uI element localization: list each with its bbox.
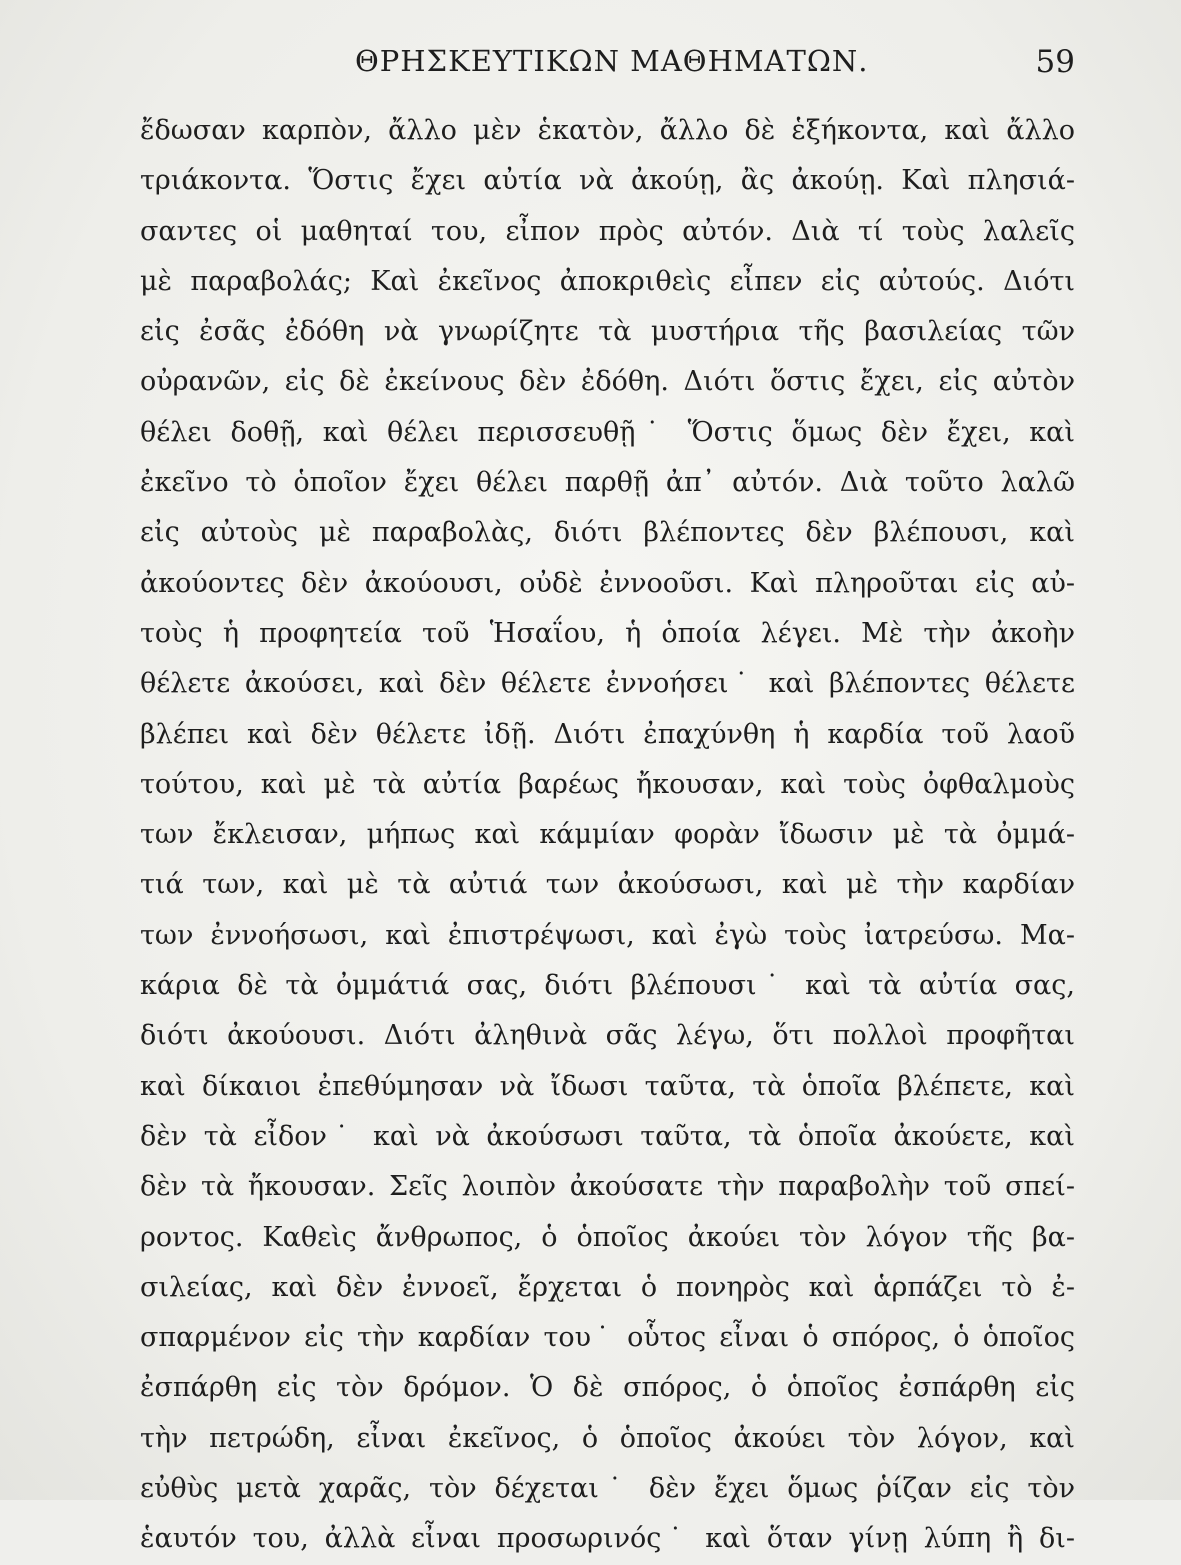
text-line: κάρια δὲ τὰ ὀμμάτιά σας, διότι βλέπουσι˙ καὶ τὰ αὐτία σας,	[140, 970, 1075, 1002]
text-line: σπαρμένον εἰς τὴν καρδίαν του˙ οὗτος εἶναι ὁ σπόρος, ὁ ὁποῖος	[140, 1322, 1075, 1354]
text-line: θέλετε ἀκούσει, καὶ δὲν θέλετε ἐννοήσει˙ καὶ βλέποντες θέλετε	[140, 668, 1075, 700]
text-line: εὐθὺς μετὰ χαρᾶς, τὸν δέχεται˙ δὲν ἔχει ὅμως ῥίζαν εἰς τὸν	[140, 1473, 1075, 1505]
text-line: μὲ παραβολάς; Καὶ ἐκεῖνος ἀποκριθεὶς εἶπεν εἰς αὐτούς. Διότι	[140, 265, 1075, 297]
text-line: δὲν τὰ ἤκουσαν. Σεῖς λοιπὸν ἀκούσατε τὴν παραβολὴν τοῦ σπεί-	[140, 1171, 1075, 1203]
text-line: οὐρανῶν, εἰς δὲ ἐκείνους δὲν ἐδόθη. Διότι ὅστις ἔχει, εἰς αὐτὸν	[140, 366, 1075, 398]
text-line: σαντες οἱ μαθηταί του, εἶπον πρὸς αὐτόν. Διὰ τί τοὺς λαλεῖς	[140, 215, 1075, 247]
text-line: τοὺς ἡ προφητεία τοῦ Ἡσαΐου, ἡ ὁποία λέγει. Μὲ τὴν ἀκοὴν	[140, 617, 1075, 649]
text-line: ἐκεῖνο τὸ ὁποῖον ἔχει θέλει παρθῇ ἀπ᾿ αὐτόν. Διὰ τοῦτο λαλῶ	[140, 467, 1075, 499]
text-line: ἀκούοντες δὲν ἀκούουσι, οὐδὲ ἐννοοῦσι. Καὶ πληροῦται εἰς αὐ-	[140, 567, 1075, 599]
text-line: εἰς ἐσᾶς ἐδόθη νὰ γνωρίζητε τὰ μυστήρια τῆς βασιλείας τῶν	[140, 316, 1075, 348]
text-line: σιλείας, καὶ δὲν ἐννοεῖ, ἔρχεται ὁ πονηρὸς καὶ ἁρπάζει τὸ ἐ-	[140, 1271, 1075, 1303]
text-line: δὲν τὰ εἶδον˙ καὶ νὰ ἀκούσωσι ταῦτα, τὰ ὁποῖα ἀκούετε, καὶ	[140, 1120, 1075, 1152]
body-text	[140, 106, 1075, 1565]
text-line: των ἔκλεισαν, μήπως καὶ κάμμίαν φορὰν ἴδωσιν μὲ τὰ ὀμμά-	[140, 819, 1075, 851]
text-line: ἔδωσαν καρπὸν, ἄλλο μὲν ἑκατὸν, ἄλλο δὲ ἑξήκοντα, καὶ ἄλλο	[140, 115, 1075, 146]
text-line: εἰς αὐτοὺς μὲ παραβολὰς, διότι βλέποντες δὲν βλέπουσι, καὶ	[140, 517, 1075, 549]
text-line: καὶ δίκαιοι ἐπεθύμησαν νὰ ἴδωσι ταῦτα, τὰ ὁποῖα βλέπετε, καὶ	[140, 1070, 1075, 1102]
text-line: τιά των, καὶ μὲ τὰ αὐτιά των ἀκούσωσι, καὶ μὲ τὴν καρδίαν	[140, 869, 1075, 901]
text-line: τὴν πετρώδη, εἶναι ἐκεῖνος, ὁ ὁποῖος ἀκούει τὸν λόγον, καὶ	[140, 1422, 1075, 1454]
text-line: ἐσπάρθη εἰς τὸν δρόμον. Ὁ δὲ σπόρος, ὁ ὁποῖος ἐσπάρθη εἰς	[140, 1372, 1075, 1404]
page-header	[140, 44, 1075, 94]
text-line: ἑαυτόν του, ἀλλὰ εἶναι προσωρινός˙ καὶ ὅταν γίνῃ λύπη ἢ δι-	[140, 1523, 1075, 1555]
text-line: ροντος. Καθεὶς ἄνθρωπος, ὁ ὁποῖος ἀκούει τὸν λόγον τῆς βα-	[140, 1221, 1075, 1253]
text-line: των ἐννοήσωσι, καὶ ἐπιστρέψωσι, καὶ ἐγὼ τοὺς ἰατρεύσω. Μα-	[140, 919, 1075, 951]
text-line: θέλει δοθῇ, καὶ θέλει περισσευθῇ˙ Ὅστις ὅμως δὲν ἔχει, καὶ	[140, 416, 1075, 448]
text-line: τούτου, καὶ μὲ τὰ αὐτία βαρέως ἤκουσαν, καὶ τοὺς ὀφθαλμοὺς	[140, 768, 1075, 800]
running-title: ΘΡΗΣΚΕΥΤΙΚΩΝ ΜΑΘΗΜΑΤΩΝ.	[355, 44, 869, 78]
page-number: 59	[1035, 44, 1075, 80]
text-line: διότι ἀκούουσι. Διότι ἀληθινὰ σᾶς λέγω, ὅτι πολλοὶ προφῆται	[140, 1020, 1075, 1052]
text-line: βλέπει καὶ δὲν θέλετε ἰδῇ. Διότι ἐπαχύνθη ἡ καρδία τοῦ λαοῦ	[140, 718, 1075, 750]
text-line: τριάκοντα. Ὅστις ἔχει αὐτία νὰ ἀκούῃ, ἂς ἀκούῃ. Καὶ πλησιά-	[140, 165, 1075, 197]
